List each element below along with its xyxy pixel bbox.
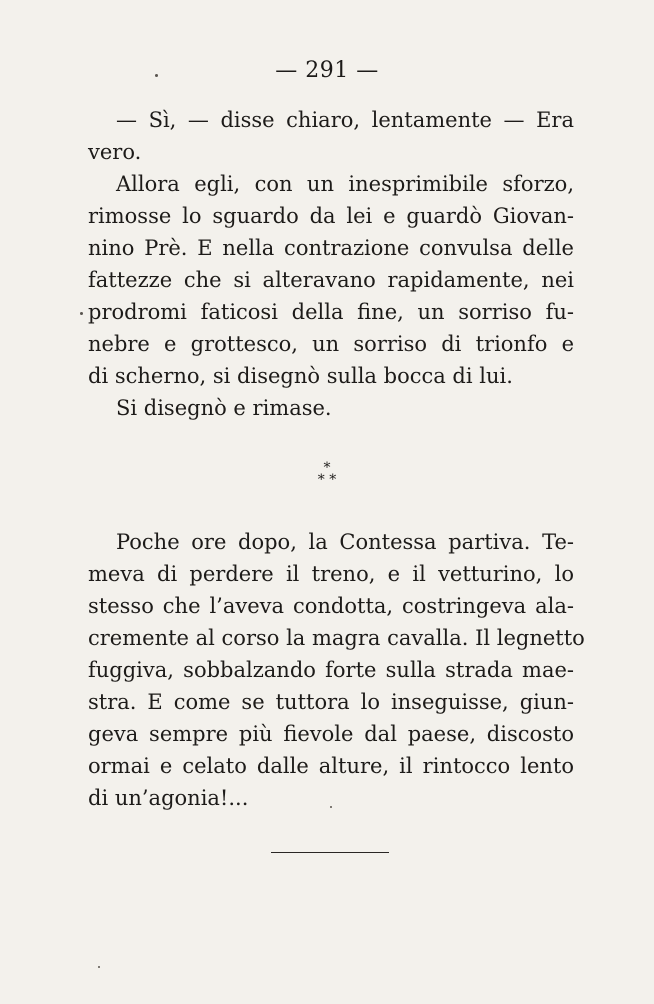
paragraph-4-line-1: Poche ore dopo, la Contessa partiva. Te- xyxy=(116,530,574,554)
paper-speck xyxy=(330,806,332,808)
text-section-before-break xyxy=(88,104,574,424)
paragraph-2-line-5: prodromi faticosi della fine, un sorriso fu- xyxy=(88,300,574,324)
paragraph-4-line-7: geva sempre più fievole dal paese, discosto xyxy=(88,722,574,746)
paragraph-1-line-1: — Sì, — disse chiaro, lentamente — Era xyxy=(116,108,574,132)
paper-speck xyxy=(155,74,158,77)
paper-speck xyxy=(80,312,83,315)
paragraph-2-line-4: fattezze che si alteravano rapidamente, nei xyxy=(88,268,574,292)
paragraph-4-line-9: di un’agonia!... xyxy=(88,786,249,810)
paragraph-4-line-8: ormai e celato dalle alture, il rintocco lento xyxy=(88,754,574,778)
paragraph-2-line-6: nebre e grottesco, un sorriso di trionfo e xyxy=(88,332,574,356)
paragraph-4-line-2: meva di perdere il treno, e il vetturino, lo xyxy=(88,562,574,586)
paper-speck xyxy=(98,966,100,968)
page-number: — 291 — xyxy=(275,58,379,83)
paragraph-4-line-4: cremente al corso la magra cavalla. Il legnetto xyxy=(88,626,585,650)
asterism-top: * xyxy=(323,460,331,476)
end-rule xyxy=(271,852,389,853)
paragraph-2-line-3: nino Prè. E nella contrazione convulsa delle xyxy=(88,236,574,260)
paragraph-4-line-5: fuggiva, sobbalzando forte sulla strada mae- xyxy=(88,658,574,682)
paragraph-3-line-1: Si disegnò e rimase. xyxy=(116,396,332,420)
section-break-asterism xyxy=(0,462,654,486)
paragraph-1-line-2: vero. xyxy=(88,140,142,164)
paragraph-2-line-7: di scherno, si disegnò sulla bocca di lui. xyxy=(88,364,513,388)
asterism-bottom: * * xyxy=(317,472,337,488)
text-section-after-break xyxy=(88,526,585,814)
paragraph-4-line-3: stesso che l’aveva condotta, costringeva ala- xyxy=(88,594,574,618)
paragraph-2-line-1: Allora egli, con un inesprimibile sforzo, xyxy=(116,172,574,196)
paragraph-4-line-6: stra. E come se tuttora lo inseguisse, giun- xyxy=(88,690,574,714)
paragraph-2-line-2: rimosse lo sguardo da lei e guardò Giovan- xyxy=(88,204,574,228)
